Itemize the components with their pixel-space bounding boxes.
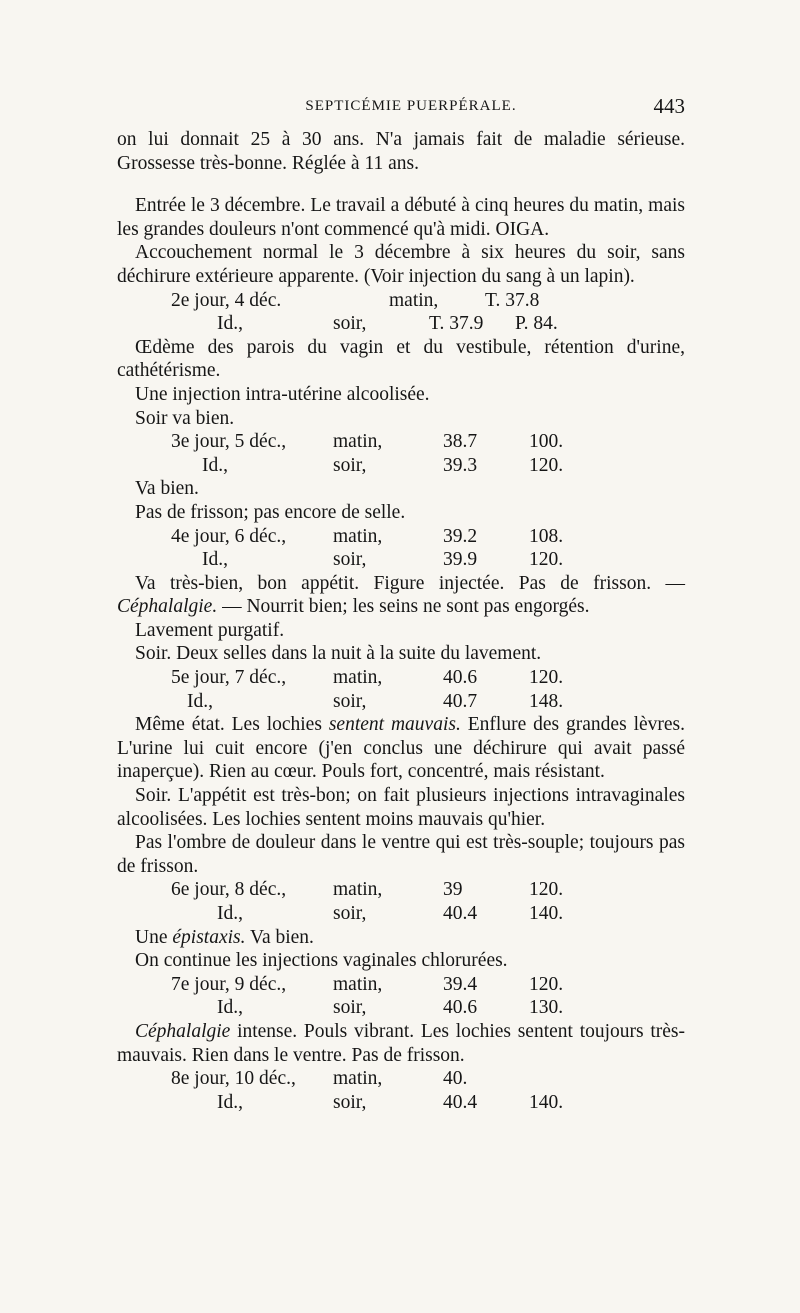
record-day: Id., — [217, 997, 243, 1019]
page-header — [117, 94, 685, 124]
record-temperature: 40.4 — [443, 1091, 478, 1113]
record-pulse: 120. — [529, 667, 564, 689]
record-time: soir, — [333, 454, 367, 476]
record-pulse: 120. — [529, 549, 564, 571]
record-time: soir, — [333, 903, 367, 924]
record-row — [117, 902, 685, 926]
record-temperature: 38.7 — [443, 431, 478, 453]
italic-term: Céphalalgie — [135, 1020, 231, 1042]
italic-term: sentent mauvais. — [328, 714, 461, 736]
text-run: Une — [135, 926, 173, 948]
record-time: soir, — [333, 690, 367, 712]
record-pulse: 100. — [529, 431, 564, 453]
record-day: 8e jour, 10 déc., — [171, 1068, 296, 1090]
record-day: 4e jour, 6 déc., — [171, 525, 287, 547]
record-row — [117, 548, 685, 572]
text-run: intense. Pouls vibrant. Les lochies sentent toujours très-mauvais. Rien dans le ventre. Pas de frisson. — [117, 1020, 685, 1066]
record-day: Id., — [202, 549, 228, 571]
text-run: Va très-bien, bon appétit. Figure injectée. Pas de frisson. — — [135, 572, 685, 594]
paragraph: Accouchement normal le 3 décembre à six heures du soir, sans déchirure extérieure apparente. (Voir injection du sang à un lapin). — [117, 242, 685, 287]
record-temperature: 40.6 — [443, 997, 478, 1019]
record-time: soir, — [333, 313, 367, 335]
italic-term: épistaxis. — [172, 926, 246, 948]
record-row — [117, 430, 685, 454]
record-day: 6e jour, 8 déc., — [171, 879, 287, 901]
record-row — [117, 454, 685, 478]
text-run: Va bien. — [245, 926, 314, 948]
record-temperature: 40. — [443, 1068, 468, 1090]
record-temperature: 39.2 — [443, 525, 478, 547]
record-time: matin, — [333, 879, 383, 901]
text-run: Enflure des grandes lèvres. L'urine lui cuit encore (j'en conclus une déchirure qui avait passé inaperçue). Rien au cœur. Pouls fort, concentré, mais résistant. — [117, 714, 686, 783]
text-run: Même état. Les lochies — [135, 714, 329, 736]
paragraph: Soir. L'appétit est très-bon; on fait plusieurs injections intravaginales alcoolisées. Les lochies sentent moins mauvais qu'hier. — [117, 785, 685, 830]
record-row — [117, 289, 685, 313]
paragraph — [117, 926, 685, 950]
record-time: matin, — [333, 525, 383, 547]
record-temperature: 39 — [443, 879, 463, 901]
record-pulse: 108. — [529, 525, 564, 547]
paragraph: Soir. Deux selles dans la nuit à la suite du lavement. — [135, 643, 542, 665]
record-day: 7e jour, 9 déc., — [171, 973, 287, 995]
paragraph — [117, 572, 685, 619]
book-page — [0, 94, 800, 1313]
record-row — [117, 690, 685, 714]
record-day: Id., — [187, 690, 213, 712]
record-temperature: 40.7 — [443, 690, 478, 712]
record-temperature: 40.4 — [443, 903, 478, 924]
record-time: matin, — [389, 289, 439, 311]
record-pulse: 148. — [529, 690, 564, 712]
record-time: matin, — [333, 973, 383, 995]
record-pulse: 140. — [529, 1091, 564, 1113]
record-temperature: 39.3 — [443, 454, 478, 476]
record-time: matin, — [333, 431, 383, 453]
record-row — [117, 666, 685, 690]
paragraph — [117, 713, 685, 784]
paragraph: Entrée le 3 décembre. Le travail a débuté à cinq heures du matin, mais les grandes douleurs n'ont commencé qu'à midi. OIGA. — [117, 195, 685, 240]
record-pulse: 130. — [529, 997, 564, 1019]
paragraph: Une injection intra-utérine alcoolisée. — [135, 383, 430, 405]
record-row — [117, 1067, 685, 1091]
record-pulse: 120. — [529, 973, 564, 995]
record-row — [117, 312, 685, 336]
page-number: 443 — [653, 94, 685, 118]
record-row — [117, 878, 685, 902]
paragraph: Pas l'ombre de douleur dans le ventre qui est très-souple; toujours pas de frisson. — [117, 832, 685, 877]
italic-term: Céphalalgie. — [117, 596, 218, 618]
paragraph: Lavement purgatif. — [135, 619, 285, 641]
record-temperature: T. 37.9 — [429, 313, 484, 335]
paragraph: Pas de frisson; pas encore de selle. — [135, 501, 406, 523]
record-temperature: T. 37.8 — [485, 289, 540, 311]
paragraph: on lui donnait 25 à 30 ans. N'a jamais fait de maladie sérieuse. Grossesse très-bonne. Réglée à 11 ans. — [117, 129, 685, 174]
record-day: 3e jour, 5 déc., — [171, 431, 287, 453]
record-day: 5e jour, 7 déc., — [171, 667, 287, 689]
record-pulse: P. 84. — [515, 313, 558, 335]
record-row — [117, 1091, 685, 1115]
record-pulse: 120. — [529, 879, 564, 901]
record-time: matin, — [333, 1068, 383, 1090]
paragraph: On continue les injections vaginales chlorurées. — [135, 950, 508, 972]
record-row — [117, 973, 685, 997]
record-row — [117, 525, 685, 549]
record-day: Id., — [217, 313, 243, 335]
page-body — [117, 128, 685, 1114]
text-run: — Nourrit bien; les seins ne sont pas engorgés. — [217, 596, 590, 618]
record-time: soir, — [333, 997, 367, 1019]
record-day: Id., — [217, 1091, 243, 1113]
record-day: Id., — [202, 454, 228, 476]
record-temperature: 39.4 — [443, 973, 478, 995]
record-time: soir, — [333, 1091, 367, 1113]
record-time: matin, — [333, 667, 383, 689]
record-temperature: 39.9 — [443, 549, 478, 571]
paragraph: Va bien. — [135, 478, 199, 500]
paragraph — [117, 1020, 685, 1067]
paragraph: Soir va bien. — [135, 407, 235, 429]
record-day: Id., — [217, 903, 243, 924]
record-pulse: 140. — [529, 903, 564, 924]
record-row — [117, 996, 685, 1020]
record-temperature: 40.6 — [443, 667, 478, 689]
record-pulse: 120. — [529, 454, 564, 476]
record-day: 2e jour, 4 déc. — [171, 289, 282, 311]
running-title: SEPTICÉMIE PUERPÉRALE. — [305, 98, 517, 114]
record-time: soir, — [333, 549, 367, 571]
paragraph: Œdème des parois du vagin et du vestibule, rétention d'urine, cathétérisme. — [117, 336, 685, 382]
